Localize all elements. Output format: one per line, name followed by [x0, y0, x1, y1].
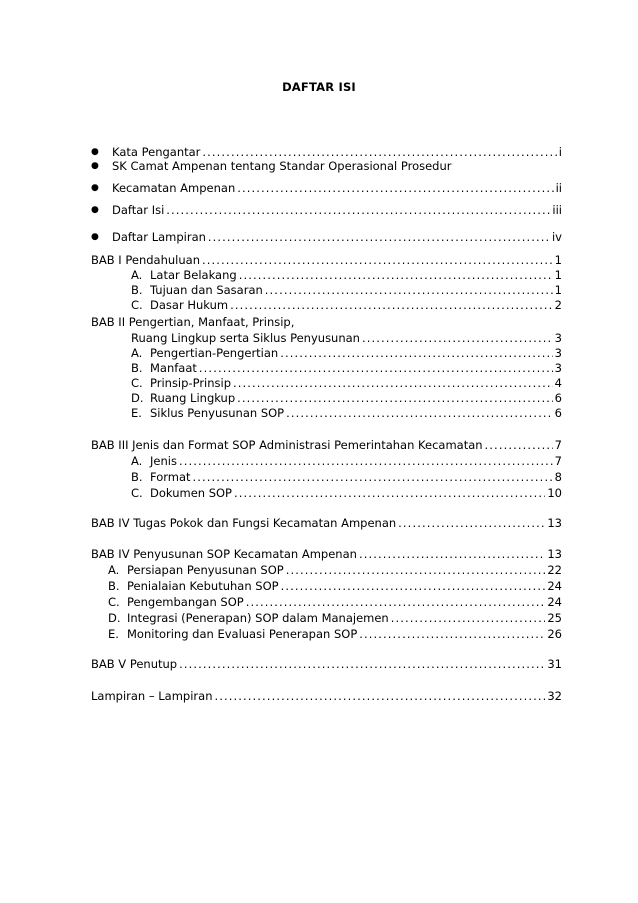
- leader-dots: [391, 610, 546, 626]
- leader-dots: [362, 330, 553, 346]
- toc-entry-bab-2-a[interactable]: A. Pengertian-Pengertian ..... 3: [131, 345, 562, 361]
- toc-entry-bab-2-c[interactable]: C. Prinsip-Prinsip ..... 4: [131, 375, 562, 391]
- toc-entry-bab-2-b[interactable]: B. Manfaat ..... 3: [131, 360, 562, 376]
- leader-dots: [179, 453, 553, 469]
- toc-entry-bab-1[interactable]: BAB I Pendahuluan ..... 1: [91, 252, 562, 268]
- toc-entry-daftar-isi[interactable]: Daftar Isi ..... iii: [112, 202, 562, 218]
- leader-dots: [281, 578, 546, 594]
- toc-entry-kata-pengantar[interactable]: Kata Pengantar ..... i: [112, 144, 562, 160]
- toc-entry-bab-4-d[interactable]: D. Integrasi (Penerapan) SOP dalam Manajemen ..... 25: [108, 610, 562, 626]
- leader-dots: [265, 282, 553, 298]
- bullet-icon: [91, 202, 101, 218]
- page-title: DAFTAR ISI: [282, 80, 356, 94]
- toc-entry-bab-3-c[interactable]: C. Dokumen SOP ..... 10: [131, 485, 562, 501]
- toc-entry-bab-2-heading[interactable]: BAB II Pengertian, Manfaat, Prinsip,: [91, 315, 295, 329]
- leader-dots: [234, 485, 545, 501]
- toc-entry-bab-1-a[interactable]: A. Latar Belakang ..... 1: [131, 267, 562, 283]
- toc-entry-bab-3-a[interactable]: A. Jenis ..... 7: [131, 453, 562, 469]
- toc-entry-bab-1-c[interactable]: C. Dasar Hukum ..... 2: [131, 297, 562, 313]
- leader-dots: [166, 202, 550, 218]
- bullet-icon: [91, 158, 101, 174]
- toc-entry-bab-4-b[interactable]: B. Penialaian Kebutuhan SOP ..... 24: [108, 578, 562, 594]
- leader-dots: [202, 252, 553, 268]
- toc-entry-bab-2[interactable]: Ruang Lingkup serta Siklus Penyusunan ..... 3: [131, 330, 562, 346]
- leader-dots: [237, 180, 553, 196]
- toc-entry-bab-5[interactable]: BAB V Penutup ..... 31: [91, 656, 562, 672]
- toc-entry-bab-4-tugas[interactable]: BAB IV Tugas Pokok dan Fungsi Kecamatan Ampenan ..... 13: [91, 515, 562, 531]
- leader-dots: [398, 515, 545, 531]
- toc-entry-bab-2-d[interactable]: D. Ruang Lingkup ..... 6: [131, 390, 562, 406]
- leader-dots: [359, 546, 545, 562]
- leader-dots: [239, 267, 553, 283]
- leader-dots: [233, 375, 553, 391]
- leader-dots: [359, 626, 545, 642]
- toc-entry-bab-3-b[interactable]: B. Format ..... 8: [131, 469, 562, 485]
- toc-entry-lampiran[interactable]: Lampiran – Lampiran ..... 32: [91, 688, 562, 704]
- toc-entry-kecamatan-ampenan[interactable]: Kecamatan Ampenan ..... ii: [112, 180, 562, 196]
- leader-dots: [286, 405, 553, 421]
- toc-entry-bab-4-penyusunan[interactable]: BAB IV Penyusunan SOP Kecamatan Ampenan ..... 13: [91, 546, 562, 562]
- leader-dots: [237, 390, 553, 406]
- leader-dots: [208, 229, 550, 245]
- leader-dots: [193, 469, 553, 485]
- leader-dots: [199, 360, 553, 376]
- toc-entry-bab-4-c[interactable]: C. Pengembangan SOP ..... 24: [108, 594, 562, 610]
- leader-dots: [215, 688, 546, 704]
- leader-dots: [286, 562, 546, 578]
- toc-entry-bab-3[interactable]: BAB III Jenis dan Format SOP Administrasi Pemerintahan Kecamatan ..... 7: [91, 437, 562, 453]
- leader-dots: [230, 297, 553, 313]
- bullet-icon: [91, 180, 101, 196]
- toc-entry-bab-1-b[interactable]: B. Tujuan dan Sasaran ..... 1: [131, 282, 562, 298]
- leader-dots: [246, 594, 546, 610]
- bullet-icon: [91, 229, 101, 245]
- toc-entry-bab-4-a[interactable]: A. Persiapan Penyusunan SOP ..... 22: [108, 562, 562, 578]
- toc-entry-sk-camat[interactable]: SK Camat Ampenan tentang Standar Operasional Prosedur: [112, 159, 452, 173]
- toc-entry-bab-2-e[interactable]: E. Siklus Penyusunan SOP ..... 6: [131, 405, 562, 421]
- leader-dots: [485, 437, 553, 453]
- leader-dots: [179, 656, 545, 672]
- toc-entry-daftar-lampiran[interactable]: Daftar Lampiran ..... iv: [112, 229, 562, 245]
- toc-entry-bab-4-e[interactable]: E. Monitoring dan Evaluasi Penerapan SOP ..... 26: [108, 626, 562, 642]
- leader-dots: [280, 345, 552, 361]
